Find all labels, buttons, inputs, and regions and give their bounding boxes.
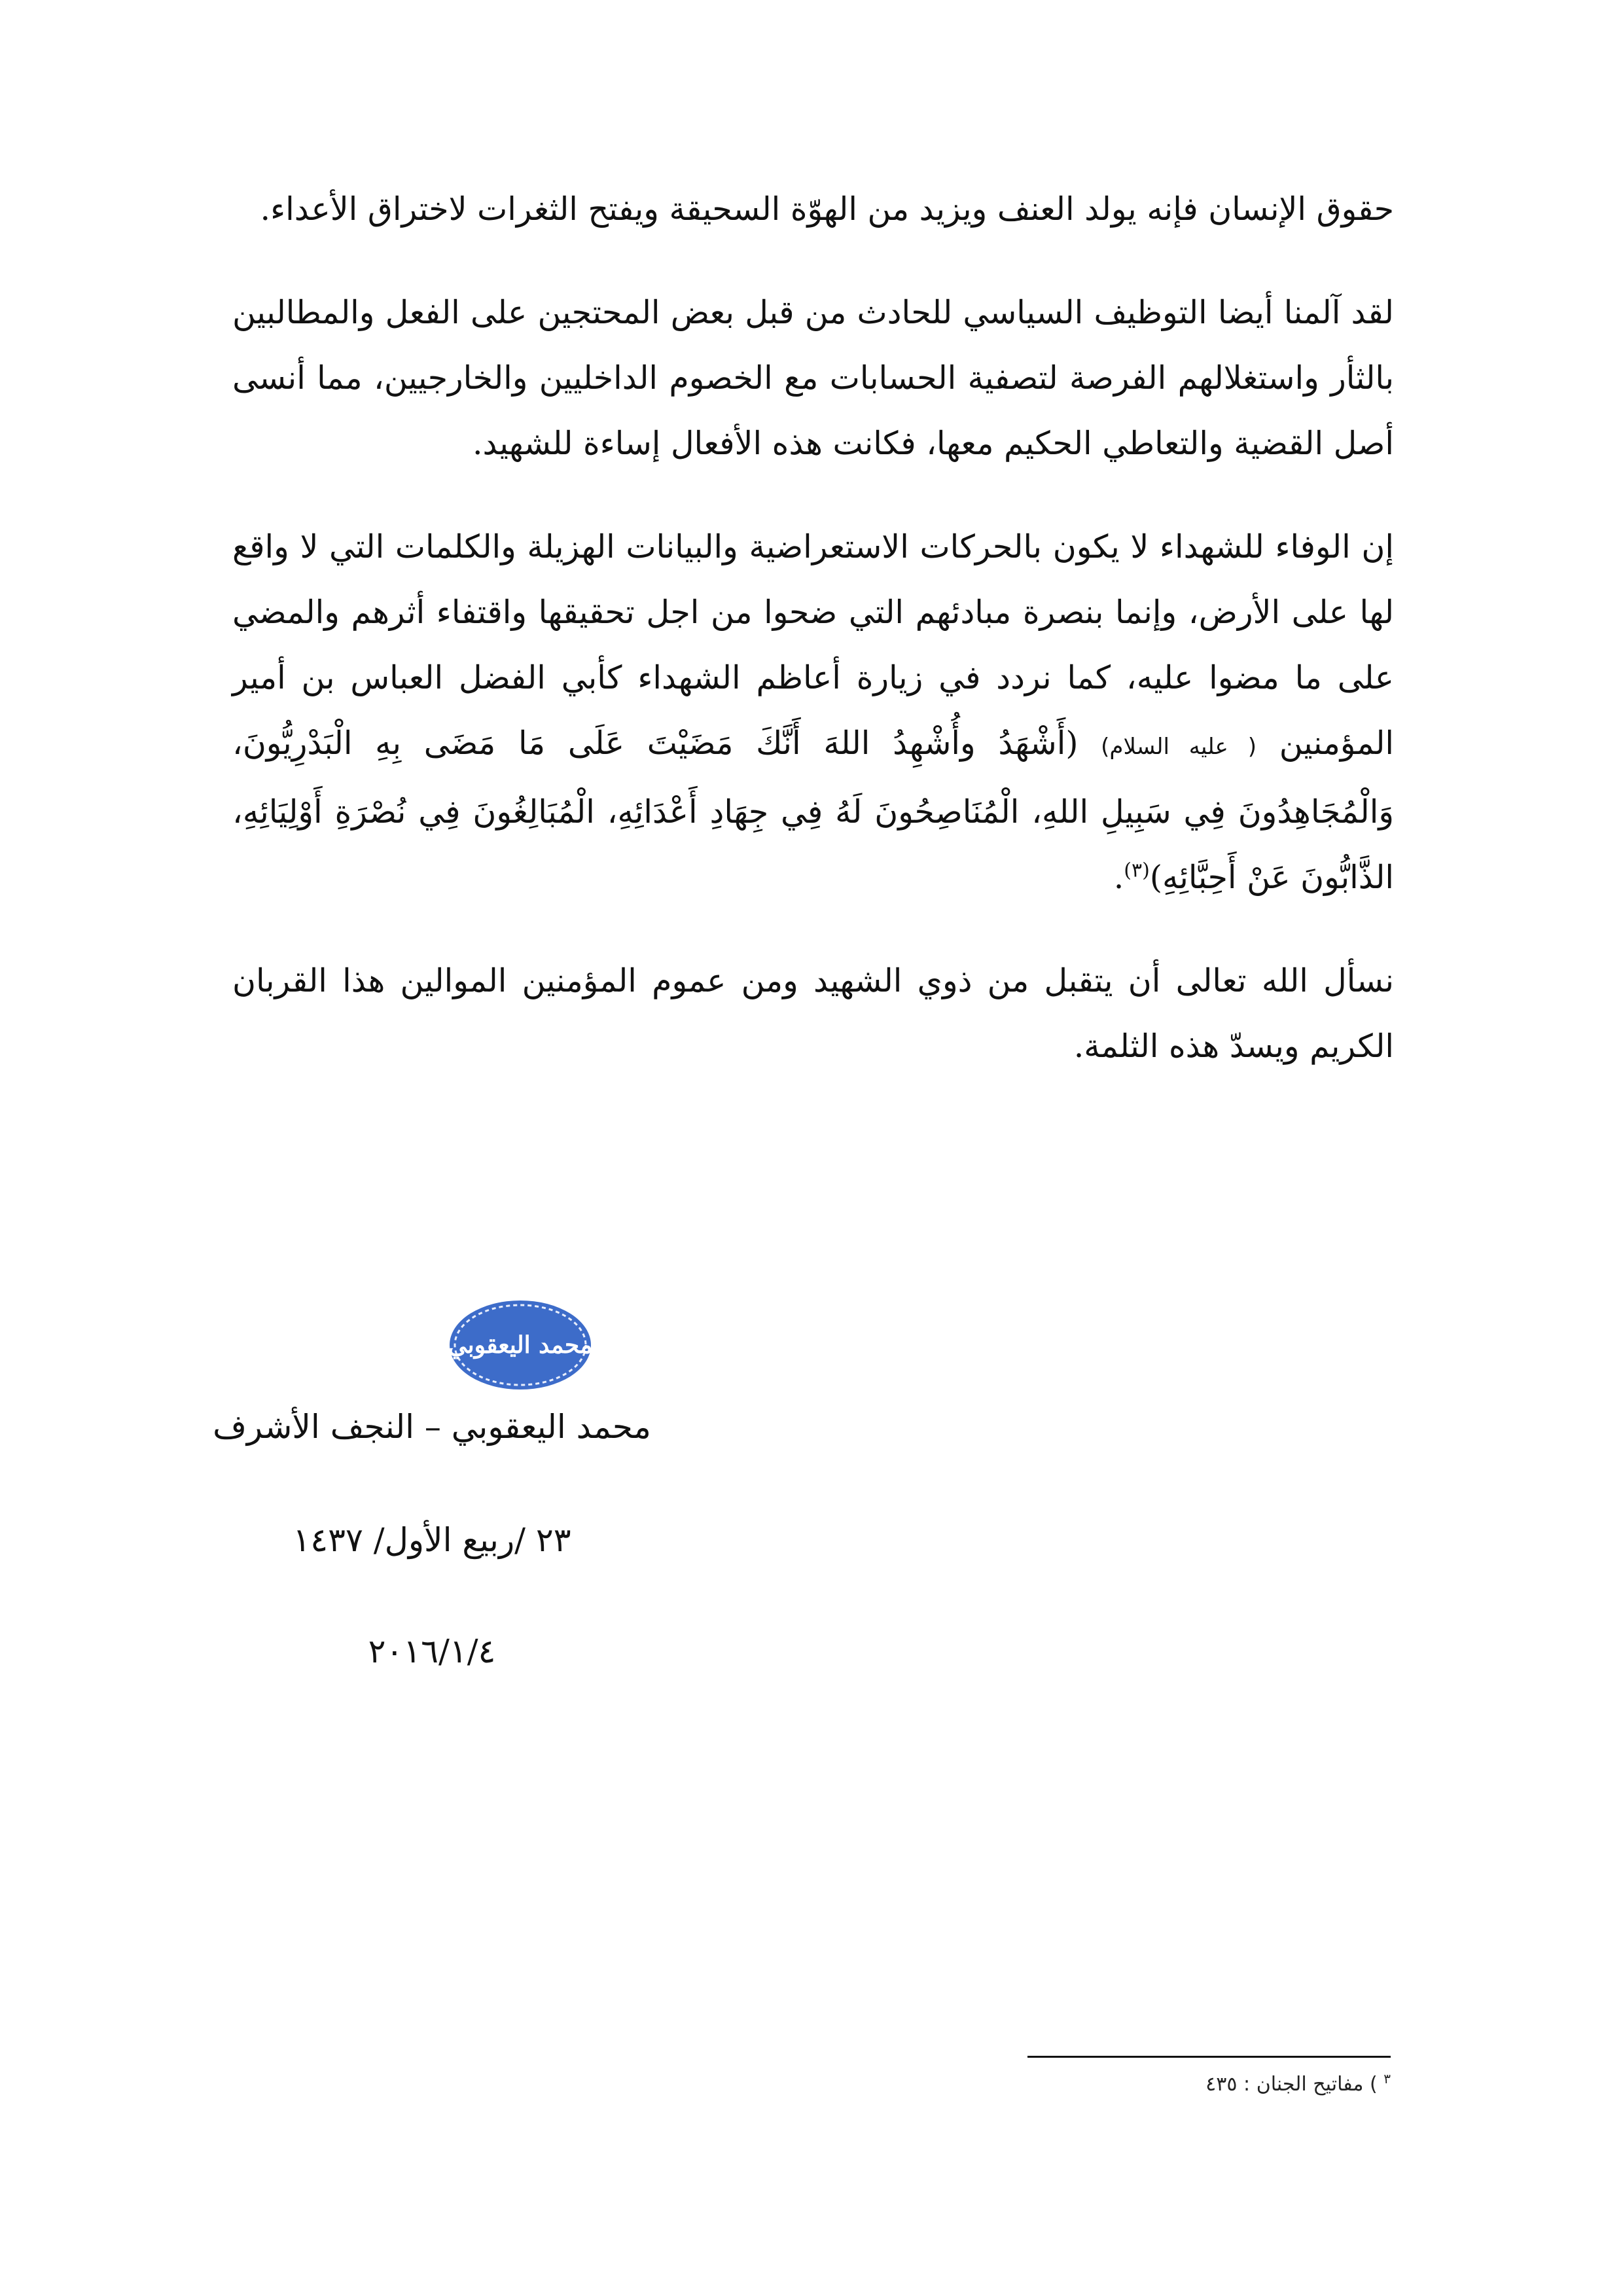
seal-text: محمد اليعقوبي xyxy=(448,1331,593,1359)
hijri-date: ٢٣ /ربيع الأول/ ١٤٣٧ xyxy=(293,1521,571,1559)
footnote-text: ) مفاتيح الجنان : ٤٣٥ xyxy=(1205,2073,1378,2096)
paragraph-loyalty-to-martyrs xyxy=(232,514,1394,910)
paragraph-end-punctuation: . xyxy=(1113,859,1124,896)
signature-name: محمد اليعقوبي – النجف الأشرف xyxy=(213,1408,651,1446)
footnote xyxy=(1205,2070,1391,2099)
paragraph-closing-prayer: نسأل الله تعالى أن يتقبل من ذوي الشهيد ومن عموم المؤمنين الموالين هذا القربان الكريم ويسدّ هذه الثلمة. xyxy=(232,962,1394,1065)
paragraph-text-before-quote: إن الوفاء للشهداء لا يكون بالحركات الاستعراضية والبيانات الهزيلة والكلمات التي لا واقع لها على الأرض، وإنما بنصرة مبادئهم التي ضحوا من اجل تحقيقها واقتفاء أثرهم والمضي على ما مضوا عليه، كما نردد في زيارة أعاظم الشهداء كأبي الفضل العباس بن أمير المؤمنين xyxy=(232,528,1394,762)
seal-stamp xyxy=(438,1293,602,1397)
letter-body xyxy=(232,177,1394,1105)
ziyarah-quote: (أَشْهَدُ وأُشْهِدُ اللهَ أَنَّكَ مَضَيْتَ عَلَى مَا مَضَى بِهِ الْبَدْرِيُّونَ، وَالْمُجَاهِدُونَ فِي سَبِيلِ اللهِ، الْمُنَاصِحُونَ لَهُ فِي جِهَادِ أَعْدَائِهِ، الْمُبَالِغُونَ فِي نُصْرَةِ أَوْلِيَائِهِ، الذَّابُّونَ عَنْ أَحِبَّائِهِ) xyxy=(232,725,1394,896)
paragraph-human-rights: حقوق الإنسان فإنه يولد العنف ويزيد من الهوّة السحيقة ويفتح الثغرات لاختراق الأعداء. xyxy=(260,190,1394,228)
gregorian-date: ٢٠١٦/١/٤ xyxy=(368,1632,496,1670)
footnote-divider xyxy=(1027,2056,1391,2058)
honorific-phrase: ( عليه السلام) xyxy=(1101,734,1257,760)
footnote-reference: (٣) xyxy=(1124,859,1150,882)
footnote-mark: ٣ xyxy=(1383,2071,1391,2087)
paragraph-political-exploitation: لقد آلمنا أيضا التوظيف السياسي للحادث من قبل بعض المحتجين على الفعل والمطالبين بالثأر واستغلالهم الفرصة لتصفية الحسابات مع الخصوم الداخليين والخارجيين، مما أنسى أصل القضية والتعاطي الحكيم معها، فكانت هذه الأفعال إساءة للشهيد. xyxy=(232,294,1394,462)
